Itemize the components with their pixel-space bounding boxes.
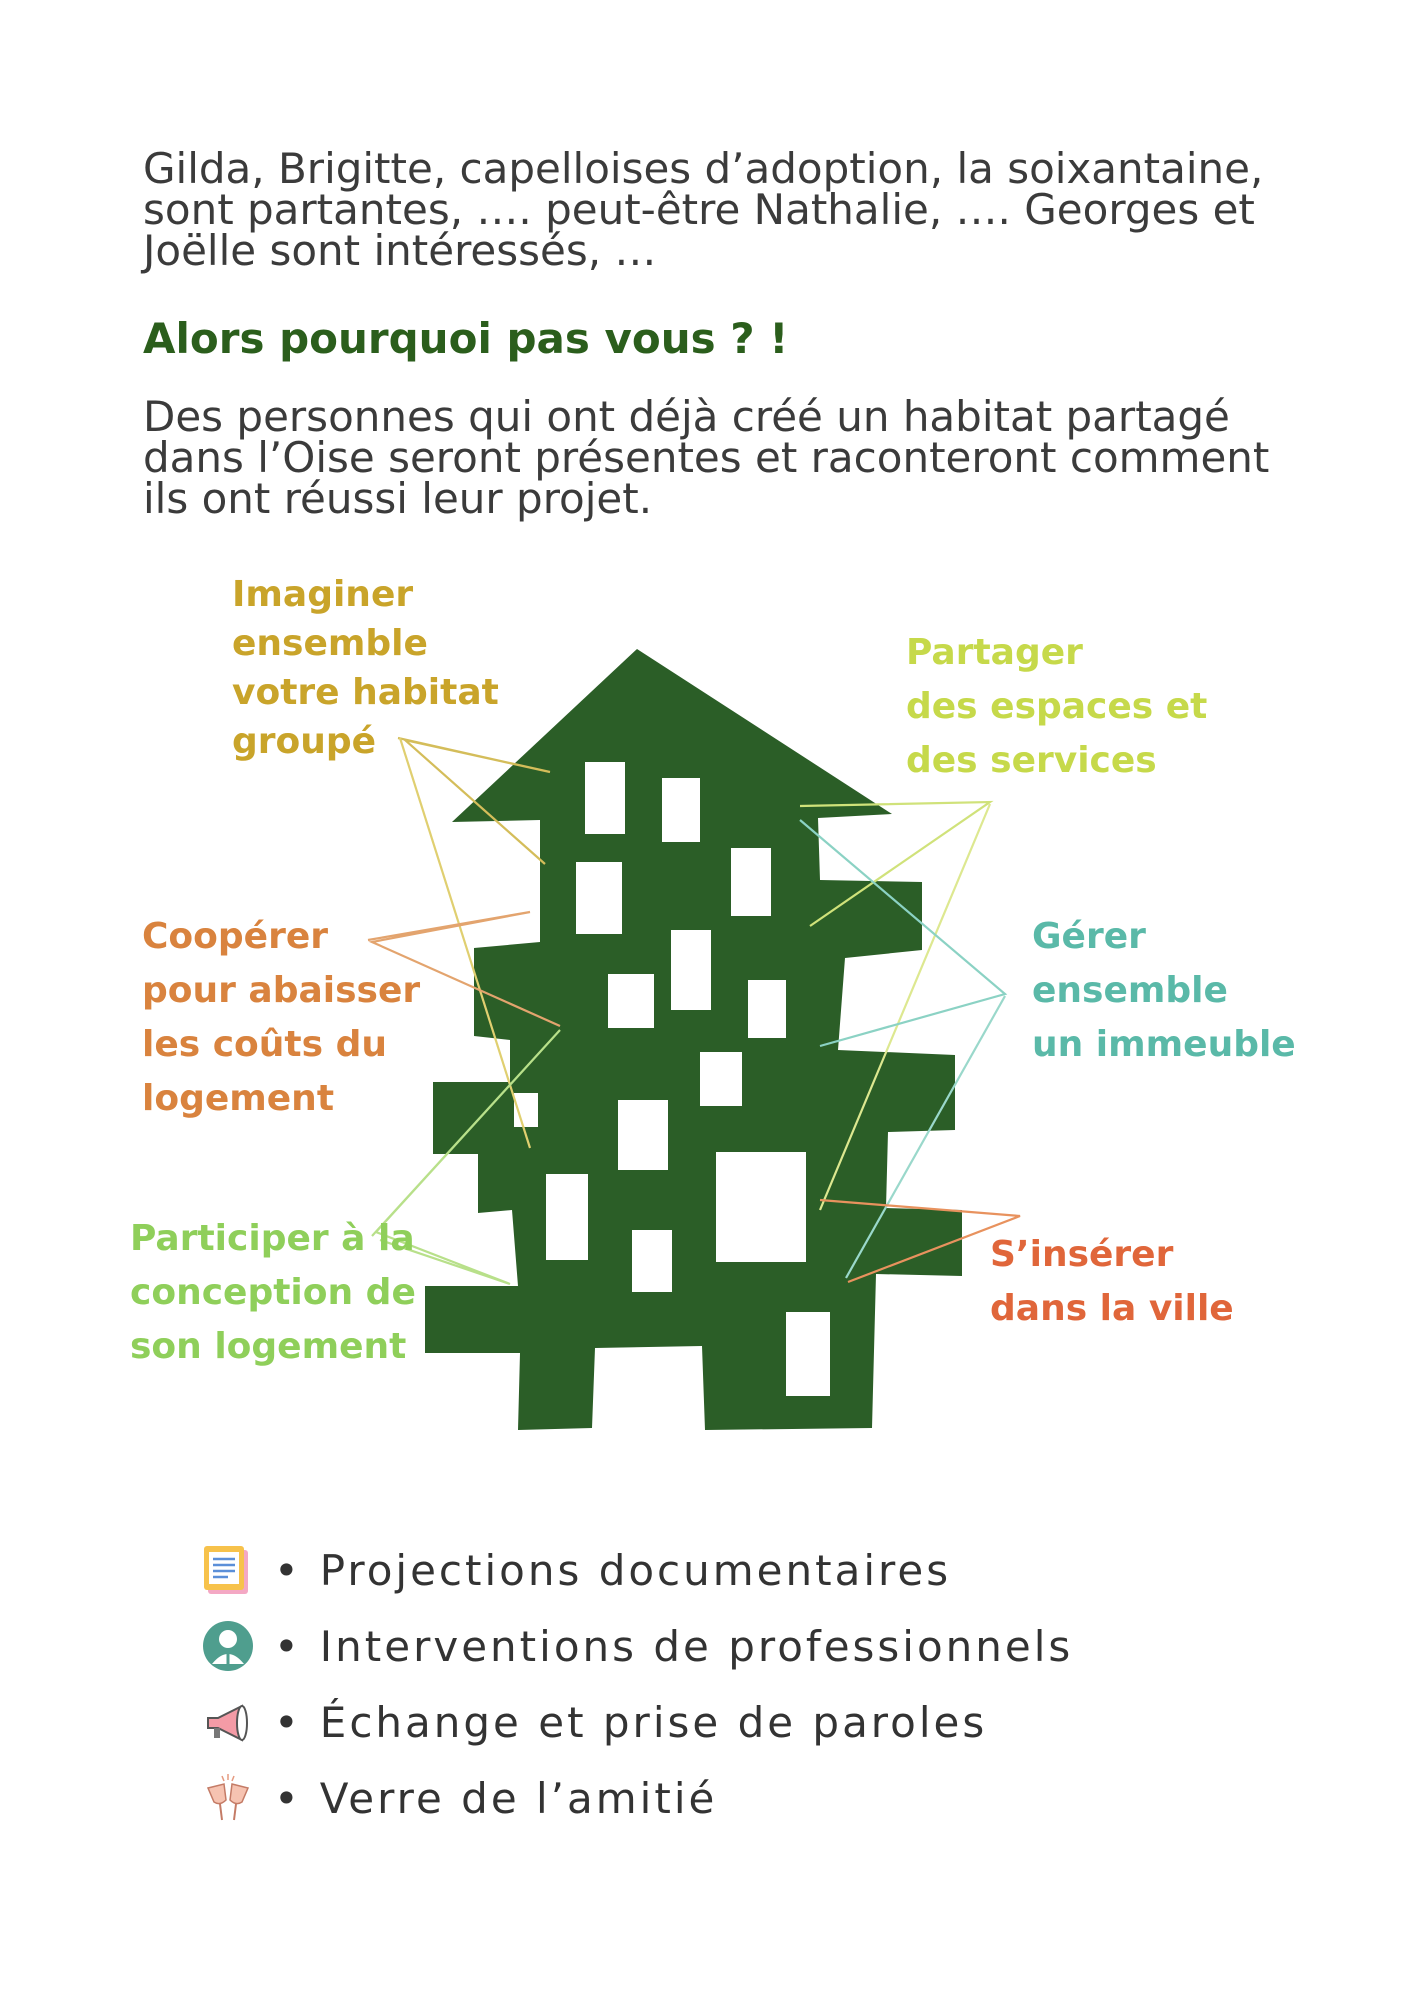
diagram-label xyxy=(142,916,420,1119)
description-paragraph: Des personnes qui ont déjà créé un habitat partagé dans l’Oise seront présentes et raconteront comment ils ont réussi leur projet. xyxy=(143,392,1270,523)
diagram-label-line: les coûts du xyxy=(142,1024,387,1065)
diagram-label-line: un immeuble xyxy=(1032,1024,1296,1065)
diagram-label xyxy=(990,1234,1234,1329)
diagram-label-line: conception de xyxy=(130,1272,416,1313)
diagram-label xyxy=(130,1218,416,1367)
diagram-label-line: Partager xyxy=(906,632,1083,673)
diagram-label-line: des services xyxy=(906,740,1157,781)
activity-bullet: • xyxy=(274,1621,302,1671)
activity-label: Projections documentaires xyxy=(319,1545,952,1595)
activity-item xyxy=(200,1608,1073,1684)
megaphone-icon xyxy=(200,1694,256,1750)
intro-paragraph: Gilda, Brigitte, capelloises d’adoption, la soixantaine, sont partantes, …. peut-être Nathalie, …. Georges et Joëlle sont intéressés, … xyxy=(143,144,1264,275)
person-icon xyxy=(200,1618,256,1674)
activity-bullet: • xyxy=(274,1773,302,1823)
diagram-label-line: dans la ville xyxy=(990,1288,1234,1329)
activity-item xyxy=(200,1532,1073,1608)
habitat-diagram xyxy=(0,560,1414,1460)
activity-label: Interventions de professionnels xyxy=(319,1621,1074,1671)
diagram-label-line: Imaginer xyxy=(232,574,414,615)
diagram-label xyxy=(232,574,499,762)
diagram-label-line: son logement xyxy=(130,1326,407,1367)
diagram-label-line: S’insérer xyxy=(990,1234,1174,1275)
activity-bullet: • xyxy=(274,1697,302,1747)
activity-item xyxy=(200,1760,1073,1836)
diagram-label-line: pour abaisser xyxy=(142,970,421,1011)
diagram-label-line: des espaces et xyxy=(906,686,1208,727)
activity-item xyxy=(200,1684,1073,1760)
diagram-label-line: ensemble xyxy=(1032,970,1228,1011)
toast-glasses-icon xyxy=(200,1770,256,1826)
document-icon xyxy=(200,1542,256,1598)
diagram-label-line: votre habitat xyxy=(232,672,499,713)
diagram-label xyxy=(1032,916,1296,1065)
diagram-label-line: Participer à la xyxy=(130,1218,415,1259)
activity-label: Verre de l’amitié xyxy=(319,1773,718,1823)
diagram-label-line: groupé xyxy=(232,721,377,762)
diagram-label xyxy=(906,632,1207,781)
diagram-label-line: Gérer xyxy=(1032,916,1146,957)
headline: Alors pourquoi pas vous ? ! xyxy=(143,314,789,363)
diagram-label-line: ensemble xyxy=(232,623,428,664)
activities-list xyxy=(200,1532,1073,1836)
diagram-label-line: logement xyxy=(142,1078,335,1119)
activity-bullet: • xyxy=(274,1545,302,1595)
activity-label: Échange et prise de paroles xyxy=(319,1697,988,1747)
diagram-label-line: Coopérer xyxy=(142,916,328,957)
building-illustration xyxy=(425,649,962,1430)
